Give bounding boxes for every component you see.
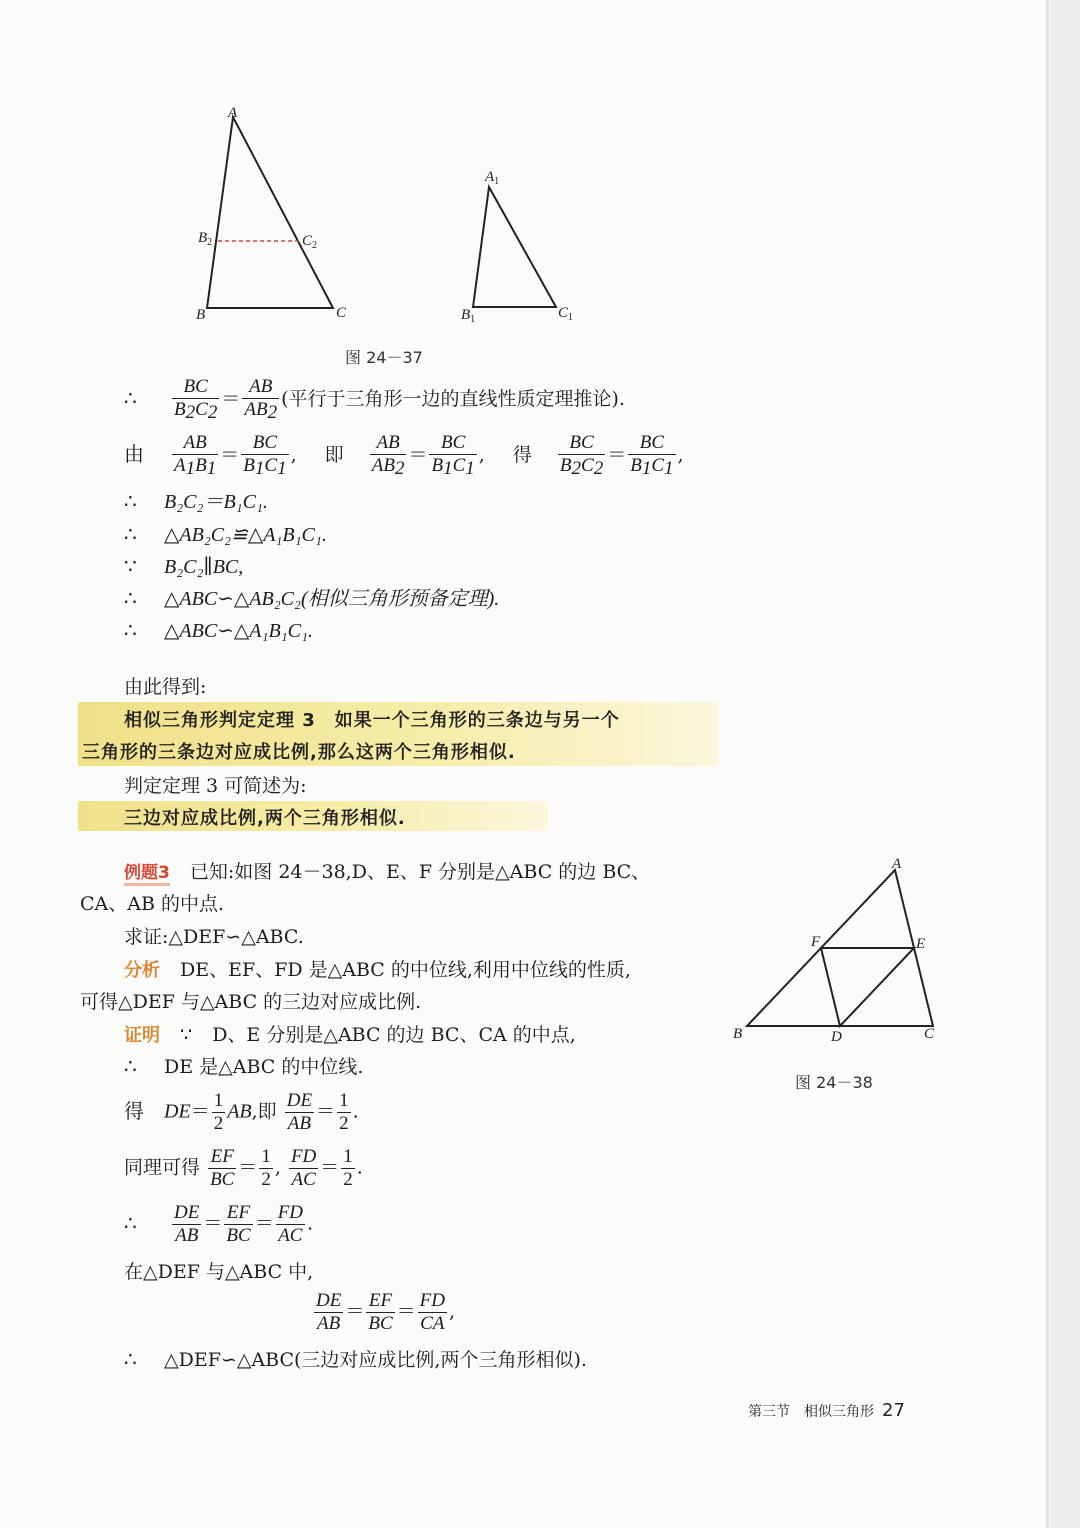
label-b: B bbox=[196, 307, 206, 323]
label-c-2: C bbox=[924, 1026, 935, 1042]
proof-label: 证明 bbox=[124, 1025, 160, 1046]
label-b1: $B_1$ bbox=[461, 307, 476, 325]
example3-step-2: ∴ DE 是△ABC 的中位线. bbox=[124, 1054, 364, 1078]
figure-24-38-caption: 图 24－38 bbox=[795, 1073, 873, 1092]
scan-margin bbox=[1050, 0, 1080, 1528]
conclusion-intro: 由此得到: bbox=[124, 676, 207, 698]
example3-analysis-1: 分析 DE、EF、FD 是△ABC 的中位线,利用中位线的性质, bbox=[124, 959, 631, 981]
theorem-line-1: 相似三角形判定定理 3 如果一个三角形的三条边与另一个 bbox=[124, 710, 620, 731]
proof-line-4: ∴ △AB₂C₂≌△A₁B₁C₁. bbox=[124, 522, 327, 546]
label-c1: $C_1$ bbox=[558, 305, 574, 323]
label-a1: $A_1$ bbox=[485, 169, 500, 187]
triangle-abc bbox=[207, 117, 333, 308]
figure-24-37 bbox=[180, 95, 600, 330]
proof-line-7: ∴ △ABC∽△A₁B₁C₁. bbox=[124, 618, 313, 642]
label-c2: $C_2$ bbox=[302, 233, 318, 251]
example3-label: 例题3 bbox=[124, 863, 170, 886]
label-a-2: A bbox=[892, 856, 902, 872]
proof-line-5: ∵ B₂C₂∥BC, bbox=[124, 554, 244, 578]
brief-statement: 三边对应成比例,两个三角形相似. bbox=[124, 808, 406, 829]
example3-prove: 求证:△DEF∽△ABC. bbox=[124, 926, 304, 948]
figure-24-37-caption: 图 24－37 bbox=[345, 348, 423, 367]
example3-given-2: CA、AB 的中点. bbox=[80, 893, 225, 915]
page-number: 27 bbox=[882, 1400, 905, 1421]
page-edge bbox=[1046, 0, 1049, 1528]
triangle-a1b1c1 bbox=[473, 187, 556, 307]
section-title: 第三节 相似三角形 bbox=[748, 1404, 874, 1420]
example3-step-7: $\frac{DE}{AB}$ ＝ $\frac{EF}{BC}$ ＝ $\frac{FD}{CA}$ , bbox=[316, 1290, 456, 1334]
triangle-def bbox=[821, 948, 914, 1026]
brief-intro: 判定定理 3 可简述为: bbox=[124, 775, 307, 797]
example3-proof-1: 证明 ∵ D、E 分别是△ABC 的边 BC、CA 的中点, bbox=[124, 1024, 576, 1046]
example3-step-3: 得 DE＝ $\frac{1}{2}$ AB,即 $\frac{DE}{AB}$ ＝ $\frac{1}{2}$ . bbox=[124, 1090, 359, 1134]
label-b-2: B bbox=[733, 1026, 743, 1042]
theorem-line-2: 三角形的三条边对应成比例,那么这两个三角形相似. bbox=[82, 742, 516, 763]
label-d: D bbox=[831, 1029, 842, 1045]
analysis-label: 分析 bbox=[124, 960, 160, 981]
example3-step-4: 同理可得 $\frac{EF}{BC}$ ＝ $\frac{1}{2}$ , $\frac{FD}{AC}$ ＝ $\frac{1}{2}$ . bbox=[124, 1146, 363, 1190]
proof-line-2: 由 $\frac{AB}{A1B1}$ ＝ $\frac{BC}{B1C1}$ , 即 $\frac{AB}{AB2}$ ＝ $\frac{BC}{B1C1}$ , 得 $\frac{BC}{B2C2}$ ＝ $\frac{BC}{B1C1}$ , bbox=[124, 432, 684, 479]
label-a: A bbox=[228, 105, 238, 121]
label-f: F bbox=[811, 934, 821, 950]
label-e: E bbox=[916, 936, 926, 952]
label-c: C bbox=[336, 305, 347, 321]
figure-24-38 bbox=[725, 850, 950, 1050]
proof-line-3: ∴ B₂C₂＝B₁C₁. bbox=[124, 489, 268, 513]
page-footer bbox=[748, 1400, 905, 1421]
example3-analysis-2: 可得△DEF 与△ABC 的三边对应成比例. bbox=[80, 991, 422, 1013]
example3-step-8: ∴ △DEF∽△ABC(三边对应成比例,两个三角形相似). bbox=[124, 1347, 587, 1371]
proof-line-1: ∴ $\frac{BC}{B2C2}$ ＝ $\frac{AB}{AB2}$ (平行于三角形一边的直线性质定理推论). bbox=[124, 376, 625, 423]
label-b2: $B_2$ bbox=[198, 230, 213, 248]
example3-given-1: 例题3 已知:如图 24－38,D、E、F 分别是△ABC 的边 BC、 bbox=[124, 857, 650, 884]
proof-line-6: ∴ △ABC∽△AB₂C₂(相似三角形预备定理). bbox=[124, 586, 500, 610]
example3-step-5: ∴ $\frac{DE}{AB}$ ＝ $\frac{EF}{BC}$ ＝ $\frac{FD}{AC}$ . bbox=[124, 1202, 314, 1246]
example3-step-6: 在△DEF 与△ABC 中, bbox=[124, 1261, 314, 1283]
